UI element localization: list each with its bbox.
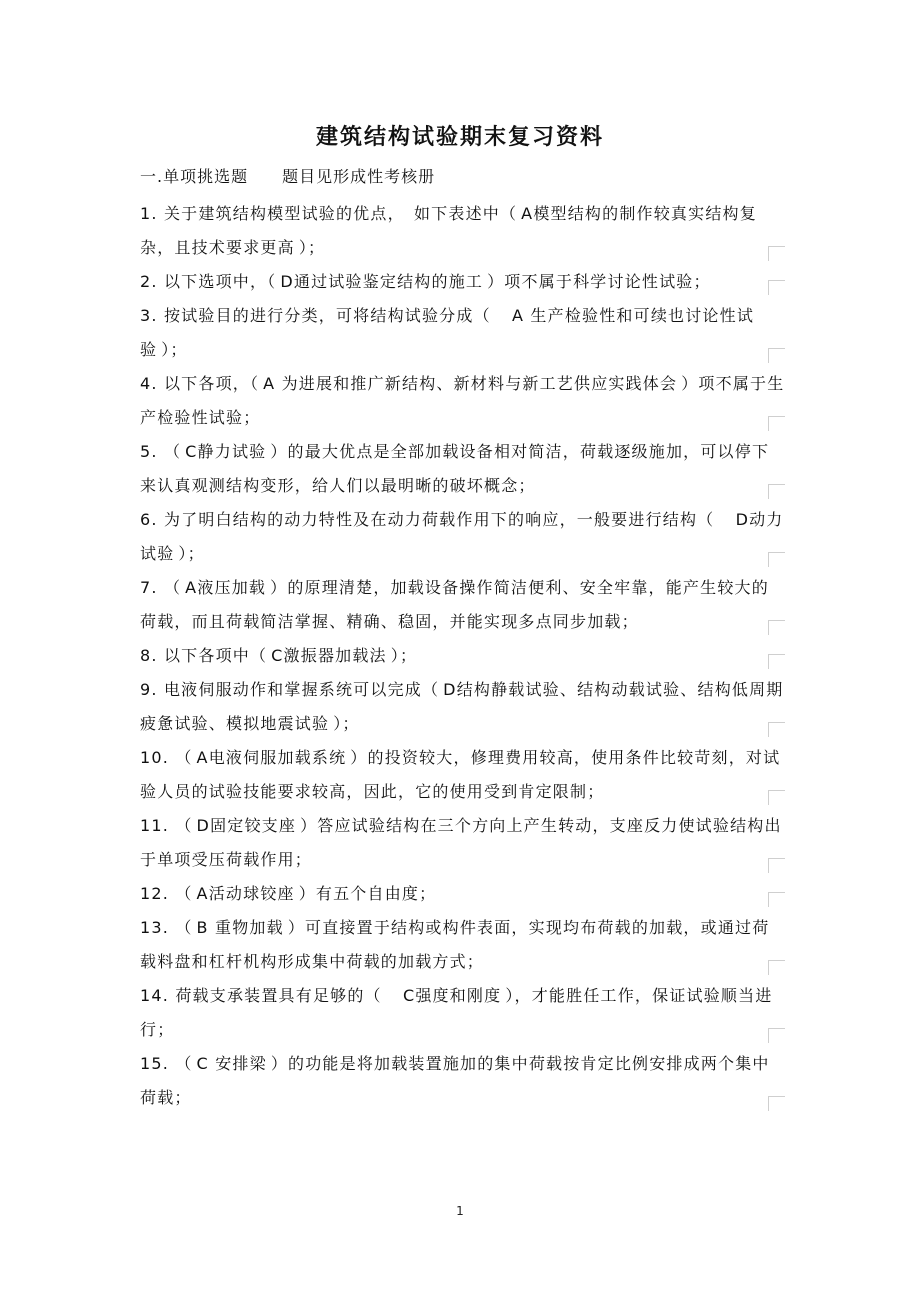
- question-answer: A 生产检验性和可续也讨论性试验: [140, 306, 755, 359]
- question-item-12: 12. （ A活动球铰座 ）有五个自由度；: [140, 877, 785, 911]
- document-title: 建筑结构试验期末复习资料: [315, 125, 604, 150]
- question-item-6: 6. 为了明白结构的动力特性及在动力荷载作用下的响应，一般要进行结构（ D动力试验 ）；: [140, 503, 785, 571]
- question-answer: A电液伺服加载系统: [196, 748, 347, 767]
- question-item-5: 5. （ C静力试验 ）的最大优点是全部加载设备相对简洁，荷载逐级施加，可以停下来认真观测结构变形，给人们以最明晰的破坏概念；: [140, 435, 785, 503]
- question-item-4: 4. 以下各项，（ A 为进展和推广新结构、新材料与新工艺供应实践体会 ）项不属于生产检验性试验；: [140, 367, 785, 435]
- question-number: 6.: [140, 510, 158, 529]
- question-number: 8.: [140, 646, 158, 665]
- question-answer: C强度和刚度: [402, 986, 502, 1005]
- question-item-7: 7. （ A液压加载 ）的原理清楚，加载设备操作简洁便利、安全牢靠，能产生较大的荷载，而且荷载简洁掌握、精确、稳固，并能实现多点同步加载；: [140, 571, 785, 639]
- question-item-2: 2. 以下选项中，（ D通过试验鉴定结构的施工 ）项不属于科学讨论性试验；: [140, 265, 785, 299]
- question-number: 1.: [140, 204, 158, 223]
- question-number: 15.: [140, 1054, 170, 1073]
- question-answer: A 为进展和推广新结构、新材料与新工艺供应实践体会: [263, 374, 678, 393]
- question-answer: D固定铰支座: [196, 816, 297, 835]
- question-number: 12.: [140, 884, 170, 903]
- question-answer: C激振器加载法: [271, 646, 387, 665]
- question-answer: C静力试验: [185, 442, 267, 461]
- section-heading: [140, 164, 435, 187]
- question-answer: D通过试验鉴定结构的施工: [280, 272, 484, 291]
- question-item-13: 13. （ B 重物加载 ）可直接置于结构或构件表面，实现均布荷载的加载，或通过荷载料盘和杠杆机构形成集中荷载的加载方式；: [140, 911, 785, 979]
- question-item-8: 8. 以下各项中（ C激振器加载法 ）；: [140, 639, 785, 673]
- question-number: 10.: [140, 748, 170, 767]
- question-number: 4.: [140, 374, 158, 393]
- question-number: 5.: [140, 442, 158, 461]
- question-number: 2.: [140, 272, 158, 291]
- question-item-10: 10. （ A电液伺服加载系统 ）的投资较大，修理费用较高，使用条件比较苛刻，对试验人员的试验技能要求较高，因此，它的使用受到肯定限制；: [140, 741, 785, 809]
- question-answer: C 安排梁: [196, 1054, 267, 1073]
- question-answer: A模型结构的制作较真实结构复杂，且技术要求更高: [140, 204, 757, 257]
- section-heading-text: 一.单项挑选题: [140, 167, 249, 186]
- question-number: 14.: [140, 986, 170, 1005]
- section-note: 题目见形成性考核册: [282, 167, 436, 186]
- question-answer: B 重物加载: [196, 918, 284, 937]
- question-number: 3.: [140, 306, 158, 325]
- question-number: 11.: [140, 816, 170, 835]
- question-item-3: 3. 按试验目的进行分类，可将结构试验分成（ A 生产检验性和可续也讨论性试验 ）；: [140, 299, 785, 367]
- question-answer: A活动球铰座: [196, 884, 295, 903]
- question-item-14: 14. 荷载支承装置具有足够的（ C强度和刚度 ），才能胜任工作，保证试验顺当进行；: [140, 979, 785, 1047]
- question-item-1: 1. 关于建筑结构模型试验的优点， 如下表述中（ A模型结构的制作较真实结构复杂，且技术要求更高 ）；: [140, 197, 785, 265]
- question-answer: A液压加载: [185, 578, 267, 597]
- page-number: 1: [456, 1204, 464, 1218]
- question-item-11: 11. （ D固定铰支座 ）答应试验结构在三个方向上产生转动，支座反力使试验结构出于单项受压荷载作用；: [140, 809, 785, 877]
- question-answer: D动力试验: [140, 510, 784, 563]
- question-item-15: 15. （ C 安排梁 ）的功能是将加载装置施加的集中荷载按肯定比例安排成两个集中荷载；: [140, 1047, 785, 1115]
- question-answer: D结构静载试验、结构动载试验、结构低周期疲惫试验、模拟地震试验: [140, 680, 784, 733]
- question-number: 7.: [140, 578, 158, 597]
- question-item-9: 9. 电液伺服动作和掌握系统可以完成（ D结构静载试验、结构动载试验、结构低周期疲惫试验、模拟地震试验 ）；: [140, 673, 785, 741]
- question-number: 13.: [140, 918, 170, 937]
- question-number: 9.: [140, 680, 158, 699]
- question-list: [140, 197, 785, 1115]
